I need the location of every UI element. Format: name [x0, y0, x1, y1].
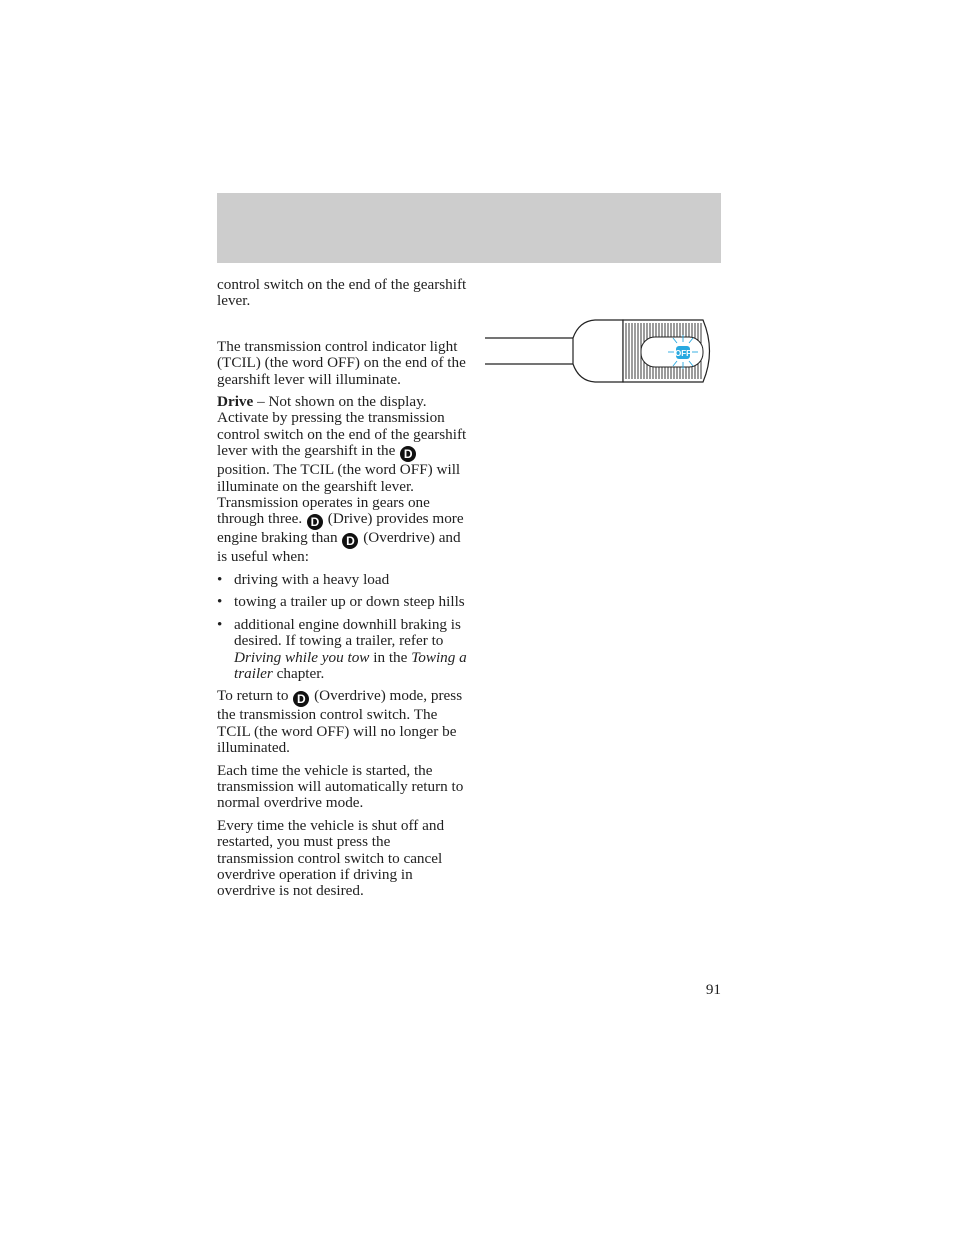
drive-text-2: position. The TCIL (the word OFF) will illuminate on the gearshift lever. Transmission operates in gears one through three. [217, 461, 461, 528]
link-driving-while-you-tow: Driving while you tow [234, 648, 370, 666]
overdrive-d-icon: D [400, 446, 416, 462]
page-number: 91 [705, 981, 721, 998]
return-text-1: To return to [217, 687, 293, 705]
list-item: • driving with a heavy load [217, 572, 469, 588]
list-item [217, 617, 469, 683]
drive-text-3: (Drive) provides more engine braking than [217, 510, 464, 547]
link-towing-a-trailer: Towing a trailer [234, 648, 467, 682]
overdrive-d-icon: D [293, 691, 309, 707]
paragraph-return [217, 688, 469, 756]
text-column [217, 277, 469, 906]
overdrive-d-icon: D [342, 533, 358, 549]
drive-text-1: – Not shown on the display. Activate by pressing the transmission control switch on the end of the gearshift lever with the gearshift in the [217, 393, 467, 460]
paragraph-drive [217, 394, 469, 566]
drive-term: Drive [217, 393, 254, 411]
gearshift-knob-icon [483, 315, 723, 387]
list-item-text: additional engine downhill braking is desired. If towing a trailer, refer to [234, 615, 461, 650]
paragraph-every-time: Every time the vehicle is shut off and restarted, you must press the transmission control switch to cancel overdrive operation if driving in overdrive is not desired. [217, 816, 445, 900]
conditions-list [217, 572, 469, 682]
header-band [217, 193, 721, 263]
paragraph-continued: control switch on the end of the gearshift lever. [217, 276, 467, 310]
off-indicator-text: OFF [675, 349, 691, 358]
paragraph-each-time: Each time the vehicle is started, the transmission will automatically return to normal overdrive mode. [217, 761, 464, 812]
list-item-text: chapter. [272, 664, 325, 682]
drive-text-4: (Overdrive) and is useful when: [217, 529, 461, 566]
list-item-text: in the [369, 648, 412, 666]
list-item: • towing a trailer up or down steep hills [217, 594, 469, 610]
paragraph-tcil: The transmission control indicator light (TCIL) (the word OFF) on the end of the gearshift lever will illuminate. [217, 337, 466, 388]
gearshift-knob-figure [483, 315, 723, 387]
drive-d-icon: D [307, 514, 323, 530]
return-text-2: (Overdrive) mode, press the transmission control switch. The TCIL (the word OFF) will no longer be illuminated. [217, 687, 463, 757]
